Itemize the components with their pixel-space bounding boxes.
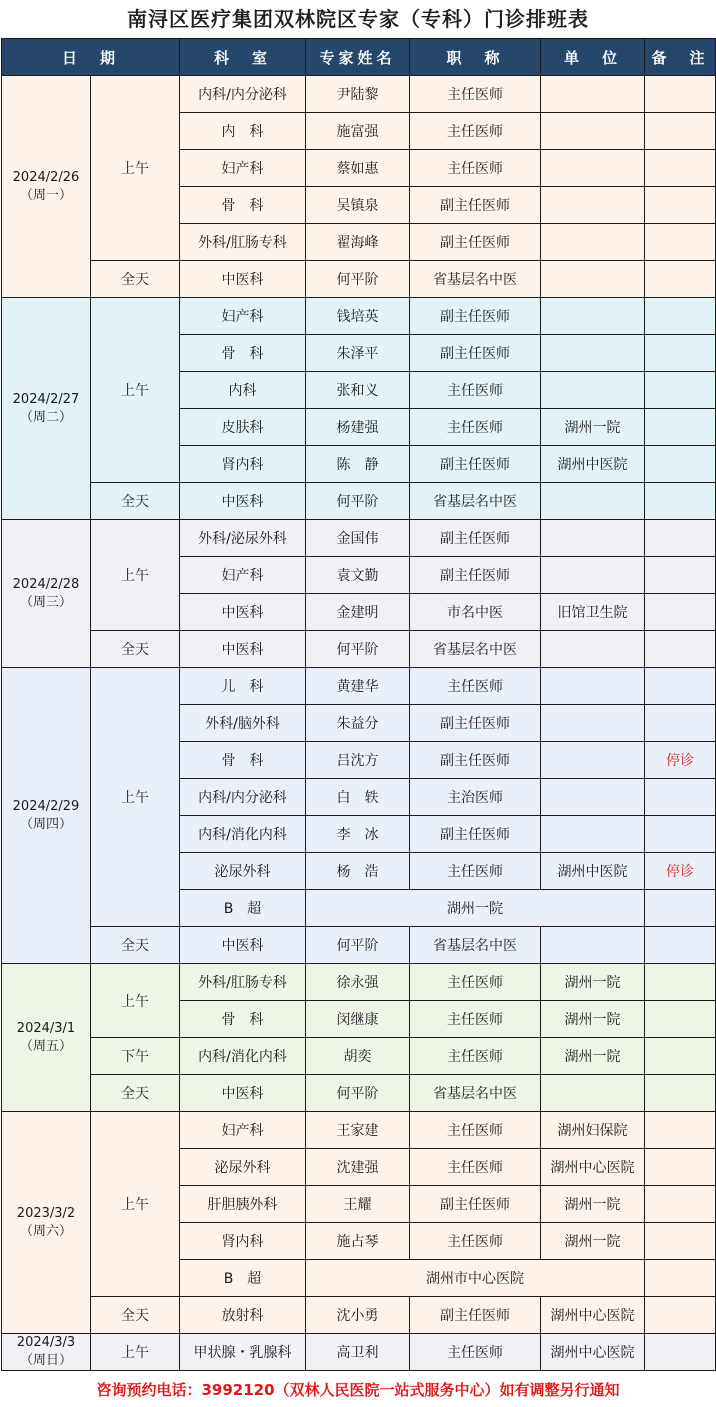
- name-cell: 杨建强: [306, 409, 410, 446]
- note-cell: [645, 927, 716, 964]
- name-cell: 沈小勇: [306, 1297, 410, 1334]
- unit-cell: 湖州中心医院: [541, 1149, 645, 1186]
- dept-cell: 外科/肛肠专科: [180, 964, 306, 1001]
- table-row: [2, 483, 716, 520]
- dept-cell: 骨 科: [180, 335, 306, 372]
- merged-unit-cell: 湖州市中心医院: [306, 1260, 645, 1297]
- note-cell: [645, 631, 716, 668]
- dept-cell: 妇产科: [180, 298, 306, 335]
- title-cell: 主任医师: [410, 76, 541, 113]
- dept-cell: 骨 科: [180, 1001, 306, 1038]
- session-cell: 上午: [91, 1334, 180, 1371]
- unit-cell: [541, 779, 645, 816]
- unit-cell: [541, 298, 645, 335]
- title-cell: 副主任医师: [410, 224, 541, 261]
- dept-cell: 肝胆胰外科: [180, 1186, 306, 1223]
- table-header-row: [2, 39, 716, 76]
- date-text: 2024/3/3: [16, 1335, 76, 1350]
- dept-cell: 妇产科: [180, 150, 306, 187]
- name-cell: 王家建: [306, 1112, 410, 1149]
- date-text: 2024/2/29: [12, 798, 80, 814]
- header-note: 备 注: [645, 39, 716, 76]
- page-title: 南浔区医疗集团双林院区专家（专科）门诊排班表: [127, 7, 589, 31]
- date-cell: [2, 964, 91, 1112]
- note-cell: [645, 1334, 716, 1371]
- date-cell: [2, 298, 91, 520]
- note-cell: [645, 1075, 716, 1112]
- name-cell: 徐永强: [306, 964, 410, 1001]
- title-cell: 主任医师: [410, 1038, 541, 1075]
- weekday-text: （周一）: [19, 187, 72, 203]
- unit-cell: 湖州中心医院: [541, 1297, 645, 1334]
- title-cell: 主任医师: [410, 668, 541, 705]
- dept-cell: 内科/消化内科: [180, 816, 306, 853]
- date-text: 2024/2/27: [12, 391, 80, 407]
- unit-cell: 湖州一院: [541, 409, 645, 446]
- unit-cell: [541, 668, 645, 705]
- dept-cell: 外科/肛肠专科: [180, 224, 306, 261]
- title-cell: 省基层名中医: [410, 261, 541, 298]
- title-cell: 主任医师: [410, 1223, 541, 1260]
- dept-cell: 内科/消化内科: [180, 1038, 306, 1075]
- unit-cell: 湖州一院: [541, 1223, 645, 1260]
- unit-cell: 湖州妇保院: [541, 1112, 645, 1149]
- date-cell: [2, 76, 91, 298]
- session-cell: 全天: [91, 1297, 180, 1334]
- note-cell: [645, 372, 716, 409]
- weekday-text: （周五）: [19, 1038, 72, 1054]
- dept-cell: 放射科: [180, 1297, 306, 1334]
- title-cell: 省基层名中医: [410, 1075, 541, 1112]
- note-cell: [645, 1223, 716, 1260]
- table-row: [2, 520, 716, 557]
- unit-cell: 旧馆卫生院: [541, 594, 645, 631]
- unit-cell: [541, 224, 645, 261]
- session-cell: 上午: [91, 1112, 180, 1297]
- note-cell: [645, 890, 716, 927]
- name-cell: 金国伟: [306, 520, 410, 557]
- session-cell: 上午: [91, 964, 180, 1038]
- note-cell: [645, 1001, 716, 1038]
- date-text: 2024/2/26: [12, 169, 80, 185]
- unit-cell: [541, 742, 645, 779]
- name-cell: 沈建强: [306, 1149, 410, 1186]
- unit-cell: 湖州中医院: [541, 853, 645, 890]
- unit-cell: 湖州中医院: [541, 446, 645, 483]
- note-cell: [645, 446, 716, 483]
- title-cell: 主任医师: [410, 1112, 541, 1149]
- note-cell: [645, 668, 716, 705]
- dept-cell: 外科/脑外科: [180, 705, 306, 742]
- title-cell: 主任医师: [410, 372, 541, 409]
- session-cell: 上午: [91, 520, 180, 631]
- note-cell: [645, 113, 716, 150]
- title-cell: 省基层名中医: [410, 483, 541, 520]
- session-cell: 全天: [91, 927, 180, 964]
- name-cell: 何平阶: [306, 261, 410, 298]
- name-cell: 袁文勤: [306, 557, 410, 594]
- name-cell: 吴镇泉: [306, 187, 410, 224]
- table-row: [2, 1334, 716, 1371]
- unit-cell: [541, 372, 645, 409]
- dept-cell: 内科/内分泌科: [180, 76, 306, 113]
- unit-cell: 湖州一院: [541, 1038, 645, 1075]
- title-cell: 主任医师: [410, 409, 541, 446]
- unit-cell: [541, 335, 645, 372]
- unit-cell: [541, 76, 645, 113]
- title-cell: 副主任医师: [410, 1186, 541, 1223]
- session-cell: 全天: [91, 1075, 180, 1112]
- unit-cell: [541, 520, 645, 557]
- weekday-text: （周六）: [19, 1223, 72, 1239]
- note-cell: [645, 1112, 716, 1149]
- unit-cell: 湖州一院: [541, 1186, 645, 1223]
- note-cell: [645, 964, 716, 1001]
- dept-cell: 内科: [180, 372, 306, 409]
- unit-cell: 湖州中心医院: [541, 1334, 645, 1371]
- title-cell: 副主任医师: [410, 298, 541, 335]
- note-cell: [645, 76, 716, 113]
- weekday-text: （周日）: [19, 1353, 72, 1368]
- title-cell: 市名中医: [410, 594, 541, 631]
- header-name: 专家姓名: [306, 39, 410, 76]
- note-cell: [645, 779, 716, 816]
- name-cell: 胡奕: [306, 1038, 410, 1075]
- title-cell: 主任医师: [410, 1001, 541, 1038]
- dept-cell: 皮肤科: [180, 409, 306, 446]
- name-cell: 蔡如惠: [306, 150, 410, 187]
- title-cell: 副主任医师: [410, 557, 541, 594]
- dept-cell: B 超: [180, 1260, 306, 1297]
- note-cell: [645, 483, 716, 520]
- table-row: [2, 1112, 716, 1149]
- table-row: [2, 927, 716, 964]
- name-cell: 杨 浩: [306, 853, 410, 890]
- name-cell: 吕沈方: [306, 742, 410, 779]
- dept-cell: 中医科: [180, 483, 306, 520]
- schedule-table: [1, 38, 716, 1371]
- note-cell: [645, 520, 716, 557]
- dept-cell: 儿 科: [180, 668, 306, 705]
- name-cell: 张和义: [306, 372, 410, 409]
- session-cell: 上午: [91, 668, 180, 927]
- unit-cell: [541, 261, 645, 298]
- title-cell: 副主任医师: [410, 446, 541, 483]
- name-cell: 何平阶: [306, 1075, 410, 1112]
- unit-cell: [541, 927, 645, 964]
- name-cell: 尹陆黎: [306, 76, 410, 113]
- title-cell: 副主任医师: [410, 742, 541, 779]
- name-cell: 何平阶: [306, 483, 410, 520]
- dept-cell: 泌尿外科: [180, 853, 306, 890]
- title-cell: 主任医师: [410, 150, 541, 187]
- table-row: [2, 261, 716, 298]
- dept-cell: 内科/内分泌科: [180, 779, 306, 816]
- title-cell: 副主任医师: [410, 187, 541, 224]
- table-row: [2, 668, 716, 705]
- unit-cell: [541, 187, 645, 224]
- note-cell: 停诊: [645, 853, 716, 890]
- session-cell: 上午: [91, 298, 180, 483]
- name-cell: 陈 静: [306, 446, 410, 483]
- table-row: [2, 1038, 716, 1075]
- note-cell: [645, 1149, 716, 1186]
- table-row: [2, 631, 716, 668]
- name-cell: 翟海峰: [306, 224, 410, 261]
- header-date: 日 期: [2, 39, 180, 76]
- dept-cell: 甲状腺・乳腺科: [180, 1334, 306, 1371]
- name-cell: 施占琴: [306, 1223, 410, 1260]
- table-row: [2, 1297, 716, 1334]
- dept-cell: 内 科: [180, 113, 306, 150]
- note-cell: [645, 1297, 716, 1334]
- unit-cell: [541, 113, 645, 150]
- header-dept: 科 室: [180, 39, 306, 76]
- dept-cell: 中医科: [180, 261, 306, 298]
- session-cell: 全天: [91, 483, 180, 520]
- note-cell: 停诊: [645, 742, 716, 779]
- name-cell: 施富强: [306, 113, 410, 150]
- unit-cell: [541, 631, 645, 668]
- unit-cell: [541, 816, 645, 853]
- title-cell: 省基层名中医: [410, 927, 541, 964]
- title-cell: 省基层名中医: [410, 631, 541, 668]
- dept-cell: 妇产科: [180, 1112, 306, 1149]
- dept-cell: B 超: [180, 890, 306, 927]
- dept-cell: 中医科: [180, 631, 306, 668]
- note-cell: [645, 187, 716, 224]
- title-cell: 副主任医师: [410, 520, 541, 557]
- header-unit: 单 位: [541, 39, 645, 76]
- name-cell: 高卫利: [306, 1334, 410, 1371]
- dept-cell: 妇产科: [180, 557, 306, 594]
- name-cell: 黄建华: [306, 668, 410, 705]
- session-cell: 全天: [91, 631, 180, 668]
- title-cell: 副主任医师: [410, 816, 541, 853]
- dept-cell: 外科/泌尿外科: [180, 520, 306, 557]
- dept-cell: 骨 科: [180, 187, 306, 224]
- unit-cell: [541, 705, 645, 742]
- name-cell: 金建明: [306, 594, 410, 631]
- unit-cell: [541, 1075, 645, 1112]
- title-cell: 主治医师: [410, 779, 541, 816]
- note-cell: [645, 298, 716, 335]
- name-cell: 朱益分: [306, 705, 410, 742]
- title-cell: 主任医师: [410, 964, 541, 1001]
- note-cell: [645, 150, 716, 187]
- session-cell: 上午: [91, 76, 180, 261]
- note-cell: [645, 1260, 716, 1297]
- header-title: 职 称: [410, 39, 541, 76]
- dept-cell: 中医科: [180, 927, 306, 964]
- merged-unit-cell: 湖州一院: [306, 890, 645, 927]
- note-cell: [645, 261, 716, 298]
- date-text: 2023/3/2: [16, 1205, 76, 1221]
- session-cell: 下午: [91, 1038, 180, 1075]
- note-cell: [645, 335, 716, 372]
- title-cell: 副主任医师: [410, 1297, 541, 1334]
- weekday-text: （周二）: [19, 409, 72, 425]
- date-cell: [2, 1112, 91, 1334]
- table-row: [2, 298, 716, 335]
- note-cell: [645, 1186, 716, 1223]
- unit-cell: [541, 557, 645, 594]
- note-cell: [645, 594, 716, 631]
- title-cell: 主任医师: [410, 1149, 541, 1186]
- dept-cell: 骨 科: [180, 742, 306, 779]
- note-cell: [645, 224, 716, 261]
- dept-cell: 泌尿外科: [180, 1149, 306, 1186]
- date-text: 2024/3/1: [16, 1020, 76, 1036]
- table-body: [2, 76, 716, 1371]
- note-cell: [645, 409, 716, 446]
- note-cell: [645, 1038, 716, 1075]
- note-cell: [645, 816, 716, 853]
- name-cell: 何平阶: [306, 631, 410, 668]
- title-cell: 副主任医师: [410, 705, 541, 742]
- unit-cell: [541, 150, 645, 187]
- title-cell: 副主任医师: [410, 335, 541, 372]
- unit-cell: 湖州一院: [541, 1001, 645, 1038]
- name-cell: 钱培英: [306, 298, 410, 335]
- dept-cell: 肾内科: [180, 1223, 306, 1260]
- note-cell: [645, 705, 716, 742]
- date-text: 2024/2/28: [12, 576, 80, 592]
- note-cell: [645, 557, 716, 594]
- session-cell: 全天: [91, 261, 180, 298]
- table-row: [2, 76, 716, 113]
- dept-cell: 中医科: [180, 594, 306, 631]
- title-cell: 主任医师: [410, 113, 541, 150]
- name-cell: 王耀: [306, 1186, 410, 1223]
- weekday-text: （周四）: [19, 816, 72, 832]
- footer-notice: 咨询预约电话：3992120（双林人民医院一站式服务中心）如有调整另行通知: [96, 1381, 620, 1399]
- unit-cell: [541, 483, 645, 520]
- weekday-text: （周三）: [19, 594, 72, 610]
- dept-cell: 中医科: [180, 1075, 306, 1112]
- name-cell: 李 冰: [306, 816, 410, 853]
- dept-cell: 肾内科: [180, 446, 306, 483]
- table-row: [2, 964, 716, 1001]
- name-cell: 闵继康: [306, 1001, 410, 1038]
- name-cell: 何平阶: [306, 927, 410, 964]
- date-cell: [2, 668, 91, 964]
- title-cell: 主任医师: [410, 853, 541, 890]
- date-cell: [2, 520, 91, 668]
- date-cell: [2, 1334, 91, 1371]
- name-cell: 朱泽平: [306, 335, 410, 372]
- title-cell: 主任医师: [410, 1334, 541, 1371]
- unit-cell: 湖州一院: [541, 964, 645, 1001]
- table-row: [2, 1075, 716, 1112]
- name-cell: 白 轶: [306, 779, 410, 816]
